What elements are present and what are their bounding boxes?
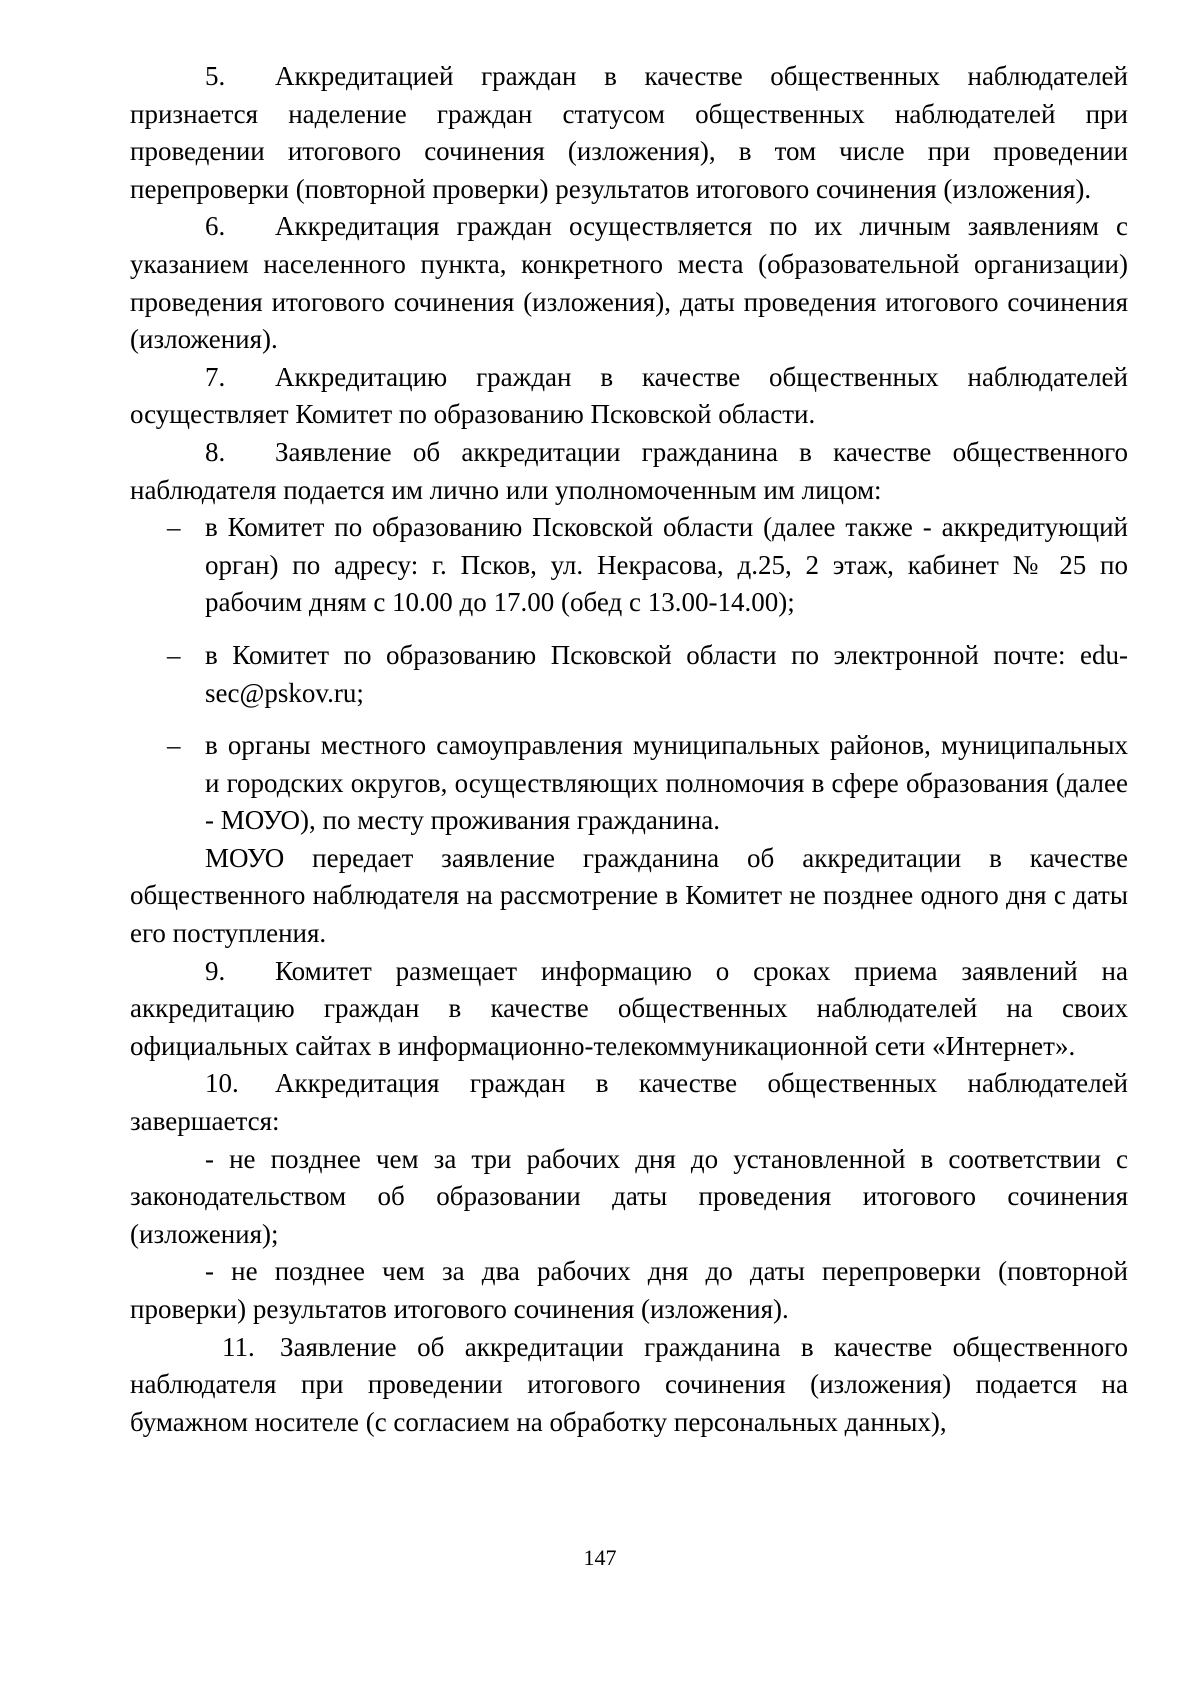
paragraph-10 [130, 1065, 1128, 1140]
dash-bullet: – [167, 639, 181, 670]
paragraph-number: 10. [205, 1068, 239, 1099]
dash-bullet: – [167, 730, 181, 761]
paragraph-number: 6. [205, 211, 226, 242]
list-item [130, 509, 1128, 622]
dash-bullet: – [167, 512, 181, 543]
document-page [130, 58, 1128, 1441]
paragraph-number: 7. [205, 361, 226, 392]
list-item [130, 637, 1128, 712]
paragraph-11 [130, 1329, 1128, 1442]
paragraph-8 [130, 434, 1128, 509]
paragraph-text: Аккредитацией граждан в качестве общественных наблюдателей признается наделение граждан статусом общественных наблюдателей при проведении итогового сочинения (изложения), в том числе при проведении перепроверки (повторной проверки) результатов итогового сочинения (изложения). [130, 61, 1128, 204]
paragraph-5 [130, 58, 1128, 208]
list-item-text: в Комитет по образованию Псковской области (далее также - аккредитующий орган) по адресу: г. Псков, ул. Некрасова, д.25, 2 этаж, кабинет № 25 по рабочим дням с 10.00 до 17.00 (обед с 13.00-14.00); [205, 512, 1128, 618]
paragraph-number: 9. [205, 955, 226, 986]
paragraph-text: Аккредитация граждан в качестве общественных наблюдателей завершается: [130, 1068, 1128, 1137]
page-number: 147 [583, 1545, 617, 1570]
paragraph-10-sub2: - не позднее чем за два рабочих дня до даты перепроверки (повторной проверки) результатов итогового сочинения (изложения). [130, 1256, 1128, 1324]
list-item [130, 727, 1128, 840]
submission-options-list [130, 509, 1128, 840]
paragraph-moyo: МОУО передает заявление гражданина об аккредитации в качестве общественного наблюдателя на рассмотрение в Комитет не позднее одного дня с даты его поступления. [130, 842, 1128, 949]
paragraph-number: 8. [205, 436, 226, 467]
paragraph-text: Аккредитацию граждан в качестве общественных наблюдателей осуществляет Комитет по образованию Псковской области. [130, 361, 1128, 430]
paragraph-7 [130, 359, 1128, 434]
paragraph-text: Заявление об аккредитации гражданина в качестве общественного наблюдателя при проведении итогового сочинения (изложения) подается на бумажном носителе (с согласием на обработку персональных данных), [130, 1331, 1128, 1437]
list-item-text: в Комитет по образованию Псковской области по электронной почте: edu-sec@pskov.ru; [205, 639, 1128, 708]
paragraph-text: Заявление об аккредитации гражданина в качестве общественного наблюдателя подается им лично или уполномоченным им лицом: [130, 436, 1128, 505]
paragraph-9 [130, 953, 1128, 1066]
paragraph-text: Аккредитация граждан осуществляется по их личным заявлениям с указанием населенного пункта, конкретного места (образовательной организации) проведения итогового сочинения (изложения), даты проведения итогового сочинения (изложения). [130, 211, 1128, 355]
paragraph-10-sub1: - не позднее чем за три рабочих дня до установленной в соответствии с законодательством об образовании даты проведения итогового сочинения (изложения); [130, 1143, 1128, 1249]
list-item-text: в органы местного самоуправления муниципальных районов, муниципальных и городских округов, осуществляющих полномочия в сфере образования (далее - МОУО), по месту проживания гражданина. [205, 730, 1128, 836]
paragraph-number: 11. [222, 1331, 255, 1362]
paragraph-6 [130, 208, 1128, 358]
paragraph-text: Комитет размещает информацию о сроках приема заявлений на аккредитацию граждан в качестве общественных наблюдателей на своих официальных сайтах в информационно-телекоммуникационной сети «Интернет». [130, 955, 1128, 1061]
paragraph-number: 5. [205, 61, 226, 91]
